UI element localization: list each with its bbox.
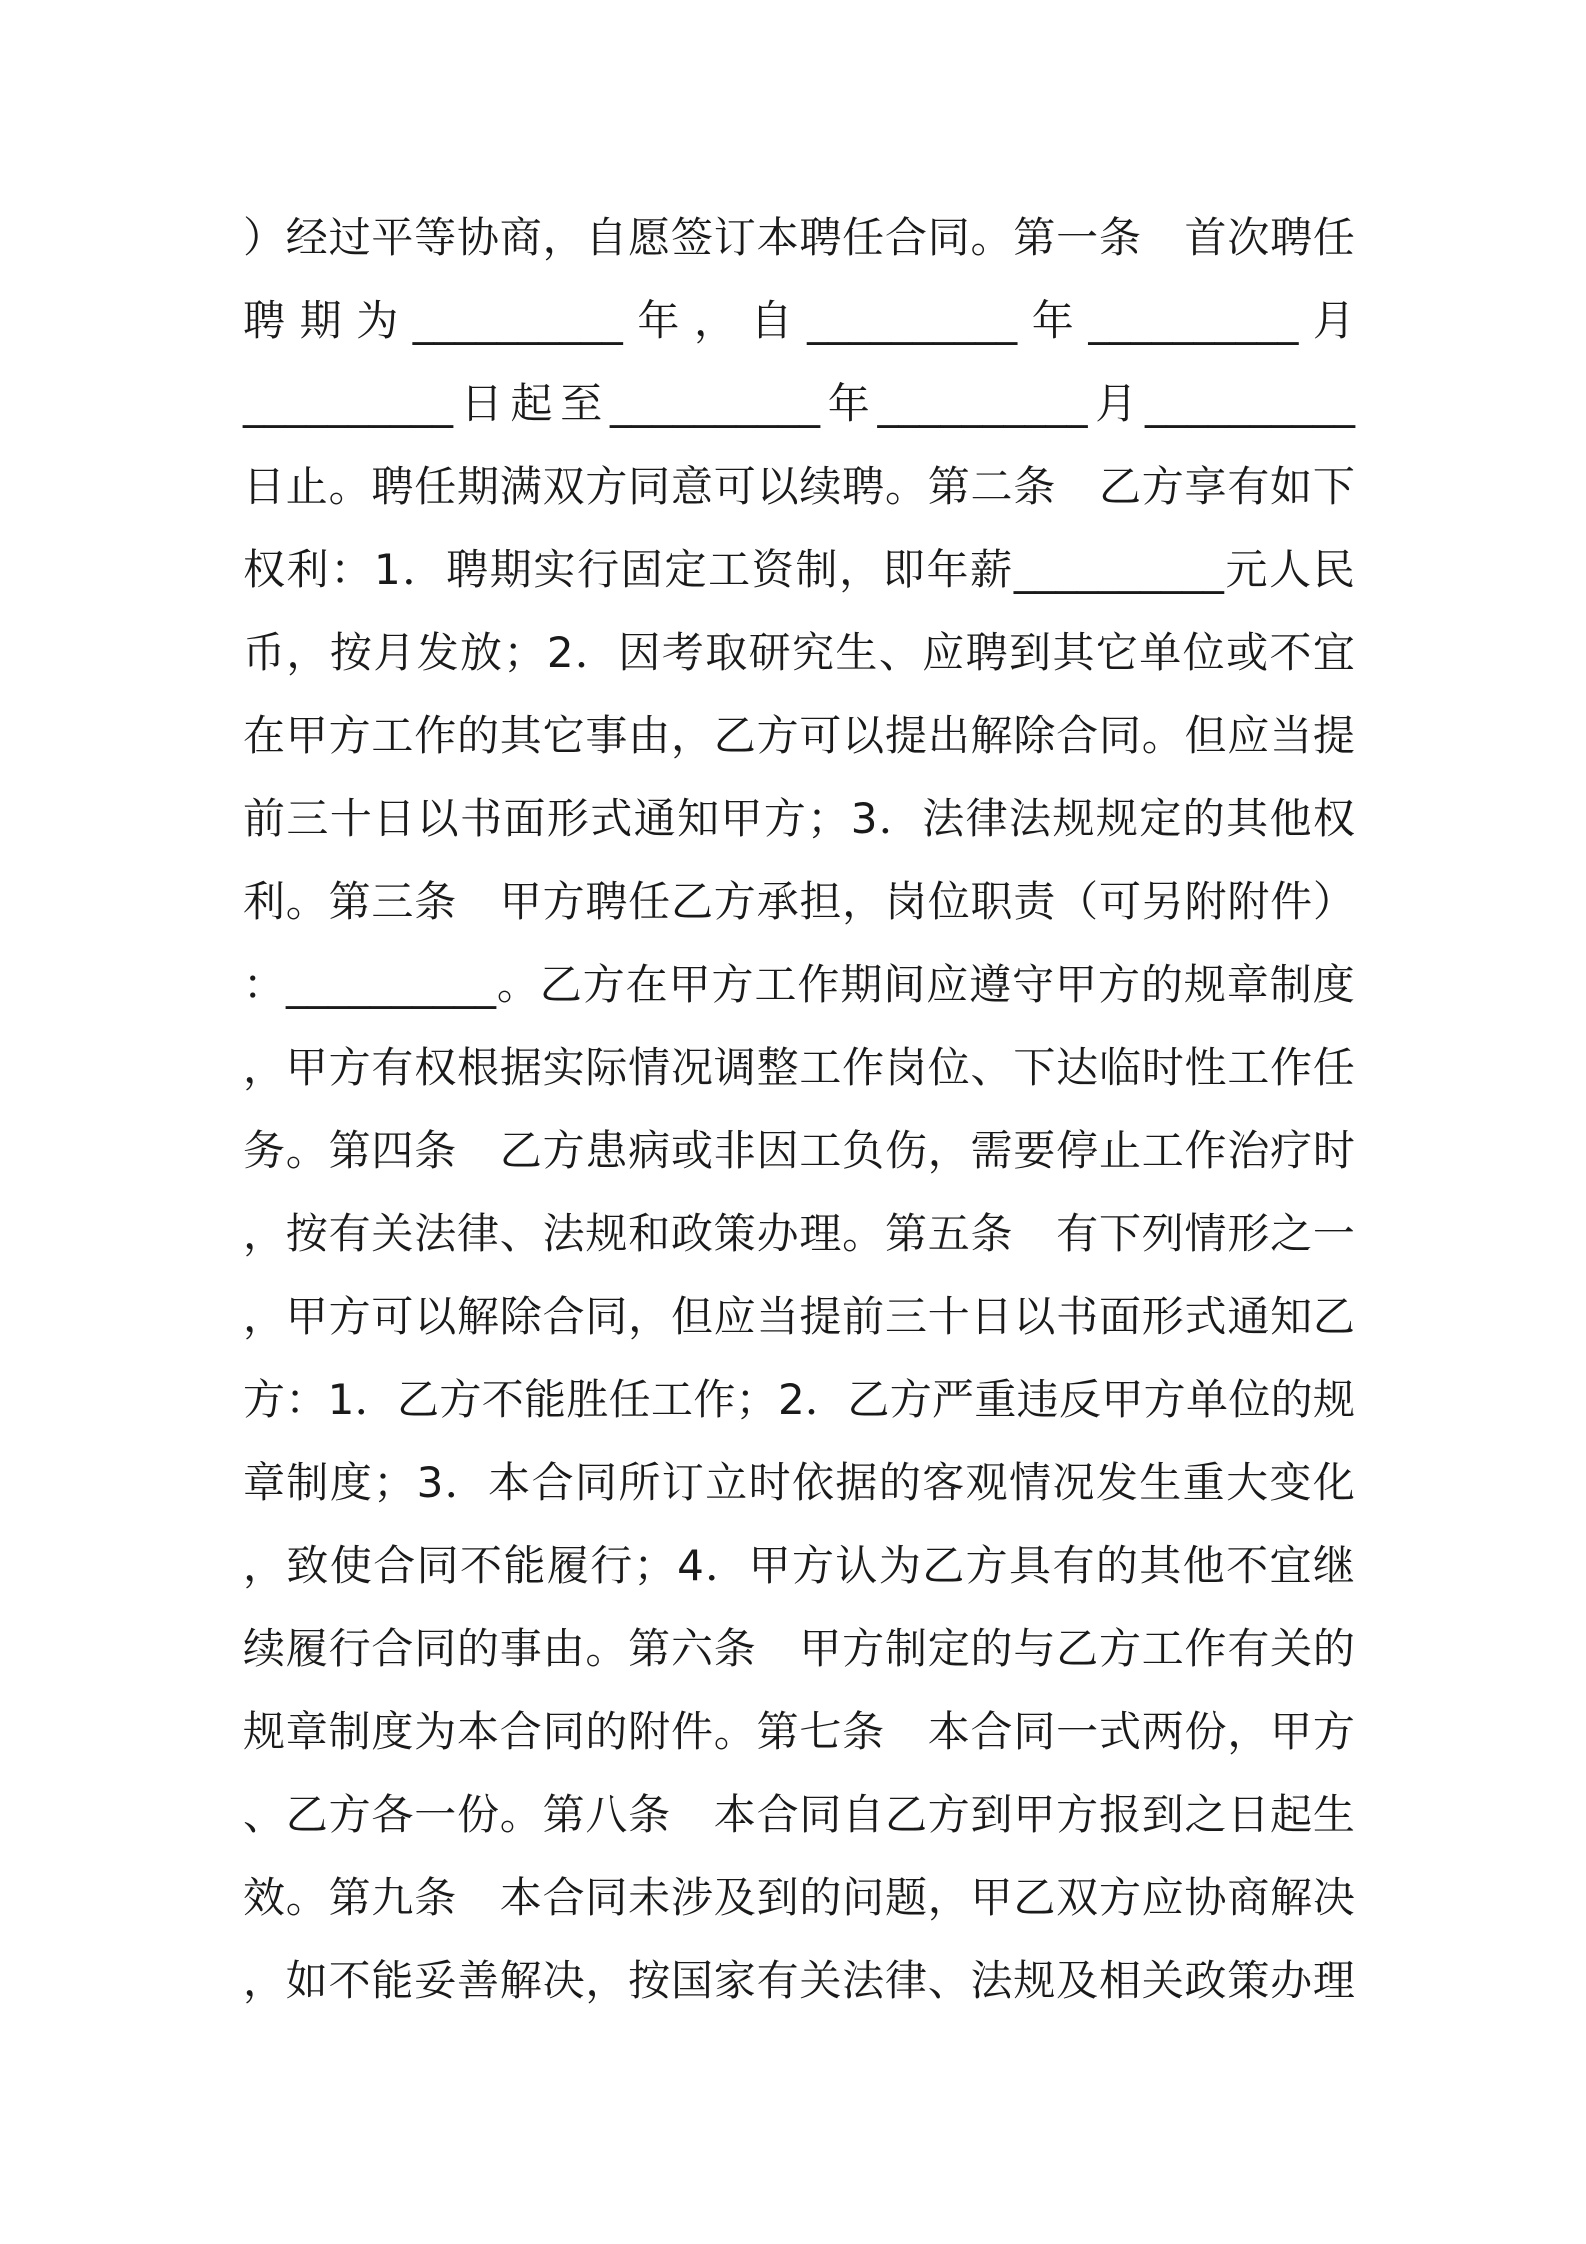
text-line: 务 。 第 四 条 乙 方 患 病 或 非 因 工 负 伤 ， 需 要 停 止 工 作 治 疗 时 bbox=[243, 1125, 1355, 1175]
text-line: ， 甲 方 有 权 根 据 实 际 情 况 调 整 工 作 岗 位 、 下 达 临 时 性 工 作 任 bbox=[243, 1042, 1355, 1092]
text-line: ： __________ 。 乙 方 在 甲 方 工 作 期 间 应 遵 守 甲 方 的 规 章 制 度 bbox=[243, 959, 1355, 1009]
text-line: 规 章 制 度 为 本 合 同 的 附 件 。 第 七 条 本 合 同 一 式 两 份 ， 甲 方 bbox=[243, 1706, 1355, 1756]
text-line: 币 ， 按 月 发 放 ； 2 ． 因 考 取 研 究 生 、 应 聘 到 其 它 单 位 或 不 宜 bbox=[243, 627, 1355, 677]
text-line: 利 。 第 三 条 甲 方 聘 任 乙 方 承 担 ， 岗 位 职 责 （ 可 另 附 附 件 ） bbox=[243, 876, 1355, 926]
text-line: 方 ： 1 ． 乙 方 不 能 胜 任 工 作 ； 2 ． 乙 方 严 重 违 反 甲 方 单 位 的 规 bbox=[243, 1374, 1355, 1424]
text-line: 效 。 第 九 条 本 合 同 未 涉 及 到 的 问 题 ， 甲 乙 双 方 应 协 商 解 决 bbox=[243, 1872, 1355, 1922]
text-line: 章 制 度 ； 3 ． 本 合 同 所 订 立 时 依 据 的 客 观 情 况 发 生 重 大 变 化 bbox=[243, 1457, 1355, 1507]
text-line: __________ 日 起 至 __________ 年 __________ 月 __________ bbox=[243, 378, 1355, 428]
text-line: 聘 期 为 __________ 年 ， 自 __________ 年 __________ 月 bbox=[243, 295, 1355, 345]
text-line: 、 乙 方 各 一 份 。 第 八 条 本 合 同 自 乙 方 到 甲 方 报 到 之 日 起 生 bbox=[243, 1789, 1355, 1839]
text-line: ， 如 不 能 妥 善 解 决 ， 按 国 家 有 关 法 律 、 法 规 及 相 关 政 策 办 理 bbox=[243, 1955, 1355, 2005]
text-line: 日 止 。 聘 任 期 满 双 方 同 意 可 以 续 聘 。 第 二 条 乙 方 享 有 如 下 bbox=[243, 461, 1355, 511]
contract-body-text bbox=[243, 196, 1355, 2022]
text-line: ， 致 使 合 同 不 能 履 行 ； 4 ． 甲 方 认 为 乙 方 具 有 的 其 他 不 宜 继 bbox=[243, 1540, 1355, 1590]
text-line: 前 三 十 日 以 书 面 形 式 通 知 甲 方 ； 3 ． 法 律 法 规 规 定 的 其 他 权 bbox=[243, 793, 1355, 843]
text-line: ， 按 有 关 法 律 、 法 规 和 政 策 办 理 。 第 五 条 有 下 列 情 形 之 一 bbox=[243, 1208, 1355, 1258]
text-line: 续 履 行 合 同 的 事 由 。 第 六 条 甲 方 制 定 的 与 乙 方 工 作 有 关 的 bbox=[243, 1623, 1355, 1673]
text-line: ） 经 过 平 等 协 商 ， 自 愿 签 订 本 聘 任 合 同 。 第 一 条 首 次 聘 任 bbox=[243, 212, 1355, 262]
text-line: 在 甲 方 工 作 的 其 它 事 由 ， 乙 方 可 以 提 出 解 除 合 同 。 但 应 当 提 bbox=[243, 710, 1355, 760]
text-line: ， 甲 方 可 以 解 除 合 同 ， 但 应 当 提 前 三 十 日 以 书 面 形 式 通 知 乙 bbox=[243, 1291, 1355, 1341]
text-line: 权 利 ： 1 ． 聘 期 实 行 固 定 工 资 制 ， 即 年 薪 __________ 元 人 民 bbox=[243, 544, 1355, 594]
